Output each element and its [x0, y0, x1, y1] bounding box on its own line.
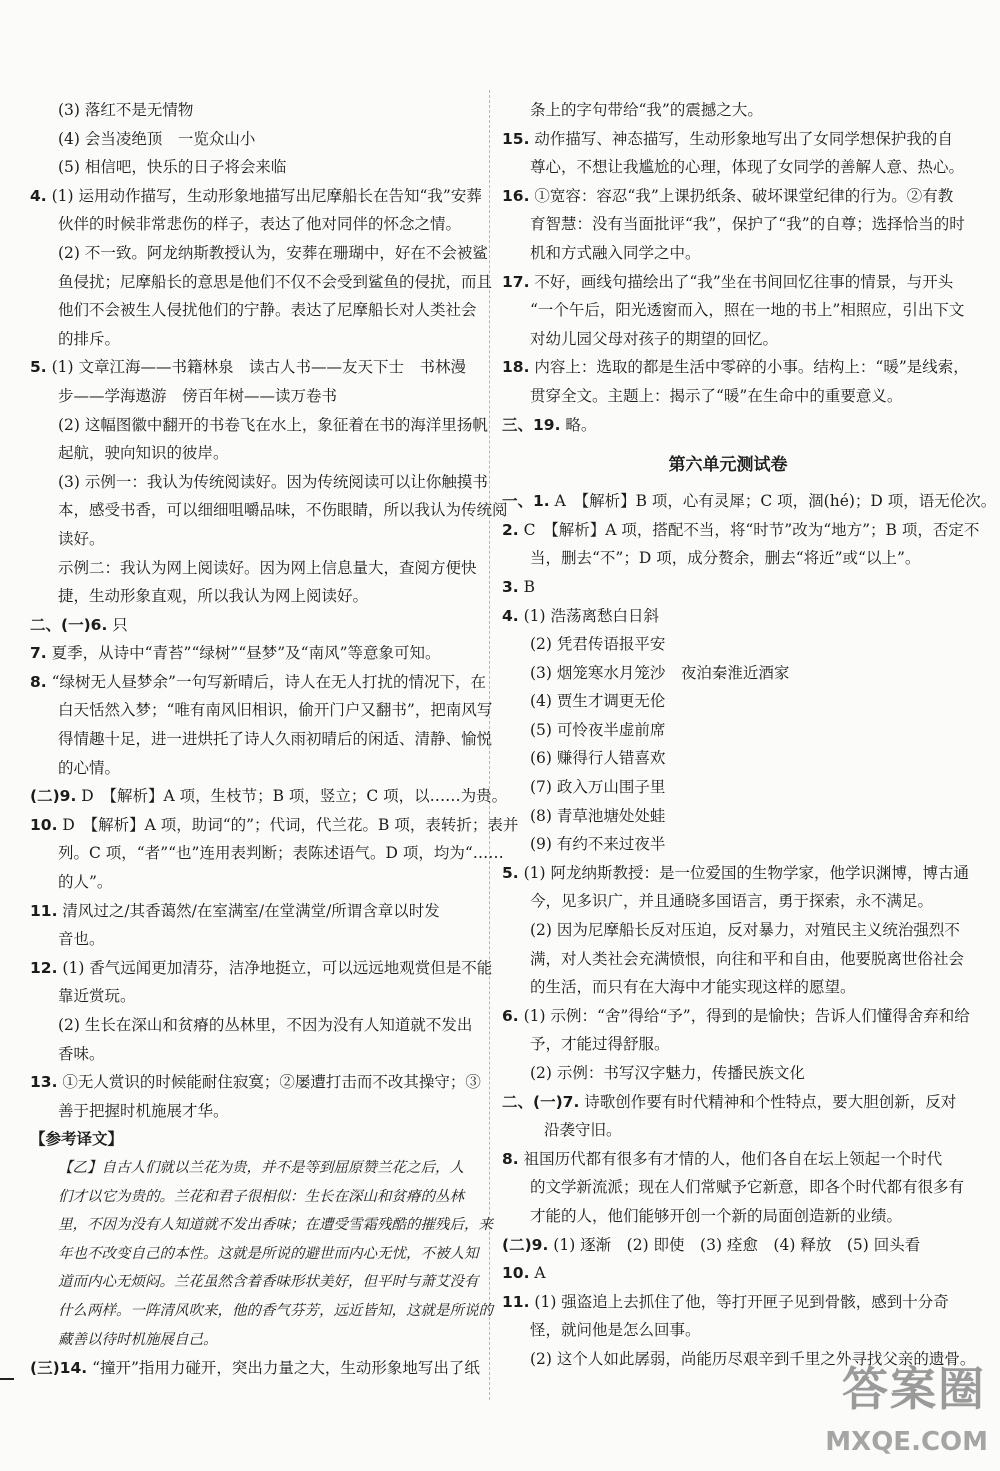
answer-line — [502, 630, 954, 659]
answer-line — [30, 754, 476, 783]
answer-text: “一个午后，阳光透窗而入，照在一地的书上”相照应，引出下文 — [530, 301, 965, 320]
answer-line — [30, 1097, 476, 1126]
answer-text: 步——学海遨游 傍百年树——读万卷书 — [58, 386, 338, 405]
answer-line — [502, 744, 954, 773]
answer-text: (8) 青草池塘处处蛙 — [530, 806, 666, 825]
answer-line — [502, 353, 969, 382]
answer-line — [30, 582, 476, 611]
answer-text: 今，见多识广，并且通晓多国语言，勇于探索，永不满足。 — [530, 892, 934, 911]
answer-line — [502, 945, 965, 974]
question-number: 11. — [502, 1292, 530, 1311]
answer-text: 清风过之/其香蔼然/在室满室/在堂满堂/所谓含章以时发 — [62, 901, 440, 920]
answer-text: (2) 因为尼摩船长反对压迫，反对暴力，对殖民主义统治强烈不 — [530, 921, 960, 940]
answer-line — [30, 925, 476, 954]
question-number: 8. — [30, 672, 47, 691]
answer-line — [502, 487, 997, 516]
answer-text: (2) 示例：书写汉字魅力，传播民族文化 — [530, 1064, 805, 1082]
watermark-logo-text: 答案圈 — [842, 1362, 986, 1416]
answer-line — [502, 239, 954, 268]
answer-line — [30, 1297, 493, 1326]
answer-line — [30, 611, 476, 640]
answer-text: 诗歌创作要有时代精神和个性特点，要大胆创新，反对 — [584, 1092, 957, 1111]
answer-line — [30, 96, 476, 125]
answer-text: 略。 — [565, 415, 597, 434]
answer-line — [30, 782, 508, 811]
answer-line — [30, 1040, 476, 1069]
answer-line — [30, 411, 488, 440]
answer-text: (1) 浩荡离愁白日斜 — [523, 606, 660, 625]
answer-line — [502, 602, 954, 631]
answer-line — [30, 153, 476, 182]
answer-line — [30, 1011, 476, 1040]
answer-text: 对幼儿园父母对孩子的期望的回忆。 — [530, 329, 779, 348]
answer-text: (4) 会当凌绝顶 一览众山小 — [58, 129, 256, 148]
question-number: 一、1. — [502, 492, 550, 511]
answer-line — [30, 1268, 479, 1297]
answer-text: 机和方式融入同学之中。 — [530, 243, 701, 262]
answer-line — [502, 1259, 954, 1288]
answer-text: C 【解析】A 项，搭配不当，将“时节”改为“地方”；B 项，否定不 — [523, 520, 980, 539]
answer-text: (1) 运用动作描写，生动形象地描写出尼摩船长在告知“我”安葬 — [51, 186, 482, 205]
answer-line — [30, 725, 493, 754]
answer-text: A — [534, 1264, 546, 1283]
answer-line — [502, 382, 954, 411]
answer-text: (1) 阿龙纳斯教授：是一位爱国的生物学家，他学识渊博，博古通 — [523, 863, 970, 882]
answer-text: 不好，画线句描绘出了“我”坐在书间回忆往事的情景，与开头 — [534, 272, 954, 291]
answer-text: (2) 生长在深山和贫瘠的丛林里，不因为没有人知道就不发出 — [58, 1016, 473, 1034]
answer-line — [502, 1002, 970, 1031]
answer-text: (3) 落红不是无情物 — [58, 101, 194, 119]
question-number: 6. — [502, 1006, 519, 1025]
answer-text: ①无人赏识的时候能耐住寂寞；②屡遭打击而不改其操守；③ — [62, 1073, 481, 1092]
answer-text: (5) 可怜夜半虚前席 — [530, 720, 666, 739]
answer-text: 得情趣十足，进一进烘托了诗人久雨初晴后的闲适、清静、愉悦 — [58, 730, 493, 749]
answer-text: A 【解析】B 项，心有灵犀；C 项，涸(hé)；D 项，语无伦次。 — [554, 492, 997, 511]
question-number: 二、(一)7. — [502, 1092, 580, 1111]
answer-line — [30, 1154, 476, 1183]
question-number: 16. — [502, 186, 530, 205]
answer-text: (2) 这个人如此孱弱，尚能历尽艰辛到千里之外寻找父亲的遗骨。 — [530, 1349, 976, 1368]
answer-line — [502, 96, 954, 125]
question-number: (二)9. — [30, 787, 77, 806]
answer-line — [502, 802, 954, 831]
answer-line — [502, 1030, 954, 1059]
answer-text: 的人”。 — [58, 873, 113, 892]
question-number: 4. — [502, 606, 519, 625]
answer-text: 【乙】自古人们就以兰花为贵，并不是等到屈原赞兰花之后，人 — [58, 1159, 464, 1176]
answer-line — [502, 125, 954, 154]
answer-line — [502, 325, 954, 354]
question-number: 18. — [502, 358, 530, 377]
answer-text: (3) 示例一：我认为传统阅读好。因为传统阅读可以让你触摸书 — [58, 472, 488, 491]
answer-line — [502, 411, 954, 440]
answer-text: 内容上：选取的都是生活中零碎的小事。结构上：“暖”是线索， — [534, 358, 969, 377]
answer-text: 夏季，从诗中“青苔”“绿树”“昼梦”及“南风”等意象可知。 — [51, 644, 441, 663]
answer-text: 予，才能过得舒服。 — [530, 1035, 670, 1054]
answer-text: 靠近赏玩。 — [58, 987, 136, 1006]
answer-line — [502, 773, 954, 802]
answer-text: 当，删去“不”；D 项，成分赘余，删去“将近”或“以上”。 — [530, 549, 921, 568]
answer-text: 满，对人类社会充满愤恨，向往和平和自由，他要脱离世俗社会 — [530, 949, 965, 968]
question-number: 5. — [502, 863, 519, 882]
answer-line — [502, 1316, 954, 1345]
answer-line — [502, 182, 954, 211]
answer-text: (6) 赚得行人错喜欢 — [530, 749, 666, 768]
answer-text: (1) 文章江海——书籍林泉 读古人书——友天下士 书林漫 — [51, 358, 467, 377]
question-number: 2. — [502, 520, 519, 539]
answer-text: 藏善以待时机施展自己。 — [58, 1331, 218, 1348]
answer-line — [502, 1173, 965, 1202]
answer-line — [502, 153, 965, 182]
answer-text: 条上的字句带给“我”的震撼之大。 — [530, 101, 763, 119]
question-number: 三、19. — [502, 415, 561, 434]
question-number: 8. — [502, 1149, 519, 1168]
answer-text: 才能的人，他们能够开创一个新的局面创造新的业绩。 — [530, 1206, 903, 1225]
answer-line — [502, 573, 954, 602]
answer-line — [502, 296, 965, 325]
answer-line — [502, 268, 954, 297]
section-title: 第六单元测试卷 — [668, 455, 788, 476]
answer-line — [30, 1211, 493, 1240]
answer-line — [30, 839, 504, 868]
answer-line — [30, 1326, 476, 1355]
page-edge-mark — [0, 1378, 14, 1380]
answer-text: (1) 逐渐 (2) 即使 (3) 痊愈 (4) 释放 (5) 回头看 — [553, 1235, 921, 1254]
question-number: (二)9. — [502, 1235, 549, 1254]
answer-line — [502, 887, 954, 916]
answer-text: 只 — [112, 615, 128, 634]
answer-text: (1) 香气远闻更加清芬，洁净地挺立，可以远远地观赏但是不能 — [62, 958, 493, 977]
answer-text: 什么两样。一阵清风吹来，他的香气芬芳，远近皆知，这就是所说的 — [58, 1302, 493, 1319]
answer-line — [30, 353, 476, 382]
answer-text: 尊心，不想让我尴尬的心理，体现了女同学的善解人意、热心。 — [530, 158, 965, 177]
question-number: 12. — [30, 958, 58, 977]
answer-text: B — [523, 577, 536, 596]
answer-line — [30, 382, 476, 411]
answer-line — [502, 1231, 954, 1260]
answer-line — [30, 210, 476, 239]
answer-text: 育智慧：没有当面批评“我”，保护了“我”的自尊；选择恰当的时 — [530, 215, 965, 234]
answer-text: 白天恬然入梦；“唯有南风旧相识，偷开门户又翻书”，把南风写 — [58, 701, 493, 720]
answer-text: 动作描写、神态描写，生动形象地写出了女同学想保护我的自 — [534, 129, 953, 148]
answer-line — [502, 516, 980, 545]
answer-text: (2) 这幅图徽中翻开的书卷飞在水上，象征着在书的海洋里扬帆 — [58, 415, 488, 434]
answer-text: (9) 有约不来过夜半 — [530, 835, 666, 854]
answer-text: 香味。 — [58, 1044, 105, 1063]
answer-text: (1) 示例：“舍”得给“予”，得到的是愉快；告诉人们懂得舍弃和给 — [523, 1006, 970, 1025]
answer-line — [30, 182, 482, 211]
answer-text: 祖国历代都有很多有才情的人，他们各自在坛上领起一个时代 — [523, 1149, 943, 1168]
question-number: 10. — [30, 815, 58, 834]
answer-line — [30, 125, 476, 154]
answer-line — [30, 696, 493, 725]
answer-line — [30, 639, 476, 668]
answer-text: “撞开”指用力碰开，突出力量之大，生动形象地写出了纸 — [92, 1359, 480, 1378]
answer-line — [502, 916, 960, 945]
answer-line — [502, 659, 954, 688]
answer-text: 鱼侵扰；尼摩船长的意思是他们不仅不会受到鲨鱼的侵扰，而且 — [58, 272, 493, 291]
answer-text: 里，不因为没有人知道就不发出香味；在遭受雪霜残酷的摧残后，来 — [58, 1217, 493, 1234]
answer-text: 的排斥。 — [58, 329, 121, 348]
answer-line — [30, 954, 493, 983]
answer-line — [30, 1183, 476, 1212]
answer-text: 们才以它为贵的。兰花和君子很相似：生长在深山和贫瘠的丛林 — [58, 1188, 464, 1205]
answer-line — [502, 1202, 954, 1231]
watermark-url: MXQE.COM — [825, 1427, 988, 1457]
answer-line — [30, 554, 476, 583]
answer-text: 贯穿全文。主题上：揭示了“暖”在生命中的重要意义。 — [530, 386, 903, 405]
answer-text: 起航，驶向知识的彼岸。 — [58, 444, 229, 463]
answer-line — [30, 239, 488, 268]
answer-line — [30, 439, 476, 468]
answer-line — [30, 668, 486, 697]
answer-line — [502, 830, 954, 859]
answer-line — [30, 982, 476, 1011]
answer-line — [30, 1125, 476, 1154]
question-number: 7. — [30, 644, 47, 663]
answer-line — [30, 268, 493, 297]
question-number: 4. — [30, 186, 47, 205]
answer-text: 本，感受书香，可以细细咀嚼品味，不伤眼睛，所以我认为传统阅 — [58, 501, 508, 520]
answer-text: (2) 不一致。阿龙纳斯教授认为，安葬在珊瑚中，好在不会被鲨 — [58, 243, 488, 262]
answer-line — [502, 687, 954, 716]
answer-text: 伙伴的时候非常悲伤的样子，表达了他对同伴的怀念之情。 — [58, 215, 462, 234]
answer-text: ①宽容：容忍“我”上课扔纸条、破坏课堂纪律的行为。②有教 — [534, 186, 954, 205]
answer-text: 列。C 项，“者”“也”连用表判断；表陈述语气。D 项，均为“…… — [58, 844, 504, 863]
answer-text: “绿树无人昼梦余”一句写新晴后，诗人在无人打扰的情况下，在 — [51, 672, 486, 691]
question-number: 17. — [502, 272, 530, 291]
answer-text: 年也不改变自己的本性。这就是所说的避世而内心无忧，不被人知 — [58, 1245, 479, 1262]
answer-line — [502, 544, 954, 573]
answer-line — [502, 973, 954, 1002]
answer-text: 的心情。 — [58, 758, 121, 777]
answer-text: 的生活，而只有在大海中才能实现这样的愿望。 — [530, 978, 856, 997]
answer-line — [30, 296, 476, 325]
answer-text: (1) 强盗追上去抓住了他，等打开匣子见到骨骸，感到十分奇 — [534, 1292, 949, 1311]
answer-line — [30, 525, 476, 554]
answer-text: (2) 凭君传语报平安 — [530, 635, 666, 654]
answer-text: 怪，就问他是怎么回事。 — [530, 1321, 701, 1340]
question-number: (三)14. — [30, 1359, 88, 1378]
answer-line — [30, 1240, 479, 1269]
answer-line — [30, 811, 519, 840]
question-number: 5. — [30, 358, 47, 377]
answer-text: D 【解析】A 项，助词“的”；代词，代兰花。B 项，表转折；表并 — [62, 815, 519, 834]
question-number: 13. — [30, 1073, 58, 1092]
answer-text: 善于把握时机施展才华。 — [58, 1101, 229, 1120]
answer-line — [502, 1059, 954, 1088]
answer-text: 读好。 — [58, 529, 105, 548]
answer-line — [502, 859, 970, 888]
question-number: 【参考译文】 — [30, 1130, 124, 1149]
answer-line — [502, 716, 954, 745]
right-column — [502, 96, 997, 1374]
answer-text: 他们不会被生人侵扰他们的宁静。表达了尼摩船长对人类社会 — [58, 301, 477, 320]
question-number: 10. — [502, 1264, 530, 1283]
answer-line — [502, 1145, 954, 1174]
answer-line — [502, 1288, 954, 1317]
question-number: 15. — [502, 129, 530, 148]
answer-text: (5) 相信吧，快乐的日子将会来临 — [58, 158, 287, 177]
question-number: 二、(一)6. — [30, 615, 108, 634]
answer-text: 的文学新流派；现在人们常赋予它新意，即各个时代都有很多有 — [530, 1178, 965, 1197]
answer-text: (3) 烟笼寒水月笼沙 夜泊秦淮近酒家 — [530, 663, 790, 682]
answer-line — [30, 496, 508, 525]
answer-line — [30, 468, 488, 497]
answer-line — [30, 325, 476, 354]
answer-text: (7) 政入万山围子里 — [530, 778, 666, 797]
answer-line — [30, 897, 476, 926]
question-number: 11. — [30, 901, 58, 920]
answer-line — [30, 1354, 480, 1383]
answer-line — [502, 1088, 957, 1117]
answer-text: (4) 贾生才调更无伦 — [530, 692, 666, 711]
answer-text: 示例二：我认为网上阅读好。因为网上信息量大，查阅方便快 — [58, 558, 477, 577]
answer-text: 道而内心无烦闷。兰花虽然含着香味形状美好，但平时与萧艾没有 — [58, 1274, 479, 1291]
answer-text: 捷，生动形象直观，所以我认为网上阅读好。 — [58, 587, 369, 606]
question-number: 3. — [502, 577, 519, 596]
answer-text: 音也。 — [58, 930, 105, 949]
answer-line — [502, 210, 965, 239]
answer-line — [502, 1116, 954, 1145]
answer-text: 沿袭守旧。 — [544, 1121, 622, 1140]
answer-text: D 【解析】A 项，生枝节；B 项，竖立；C 项，以……为贵。 — [81, 787, 508, 806]
answer-line — [30, 1068, 481, 1097]
answer-line — [30, 868, 476, 897]
